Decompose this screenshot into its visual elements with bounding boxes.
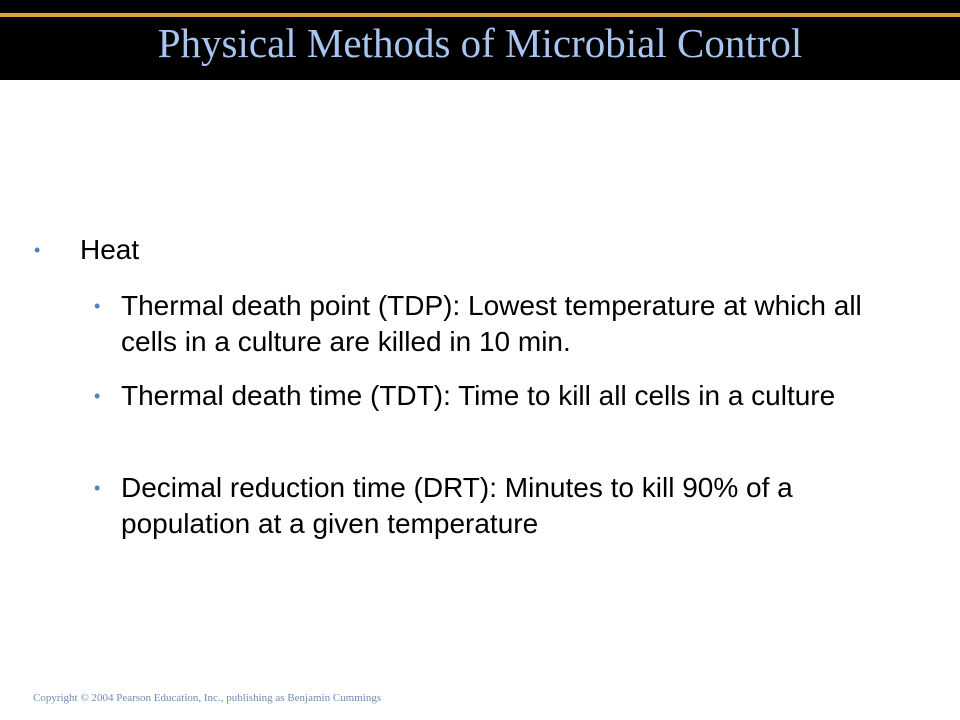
bullet-dot-icon: • — [34, 240, 41, 260]
bullet-heat-text: Heat — [80, 234, 140, 265]
sub-bullet-tdp-text: Thermal death point (TDP): Lowest temperature at which all cells in a culture are killed in 10 min. — [121, 290, 862, 357]
bullet-heat — [34, 232, 930, 268]
slide-title: Physical Methods of Microbial Control — [157, 20, 803, 66]
sub-bullet-tdp — [94, 288, 921, 360]
sub-bullet-drt — [94, 470, 921, 542]
sub-bullet-drt-text: Decimal reduction time (DRT): Minutes to kill 90% of a population at a given temperature — [121, 472, 793, 539]
sub-bullet-tdt — [94, 378, 921, 414]
bullet-dot-icon: • — [94, 296, 101, 316]
bullet-dot-icon: • — [94, 386, 101, 406]
sub-bullet-tdt-text: Thermal death time (TDT): Time to kill all cells in a culture — [121, 380, 836, 411]
bullet-dot-icon: • — [94, 478, 101, 498]
copyright-footer: Copyright © 2004 Pearson Education, Inc., publishing as Benjamin Cummings — [33, 692, 382, 704]
